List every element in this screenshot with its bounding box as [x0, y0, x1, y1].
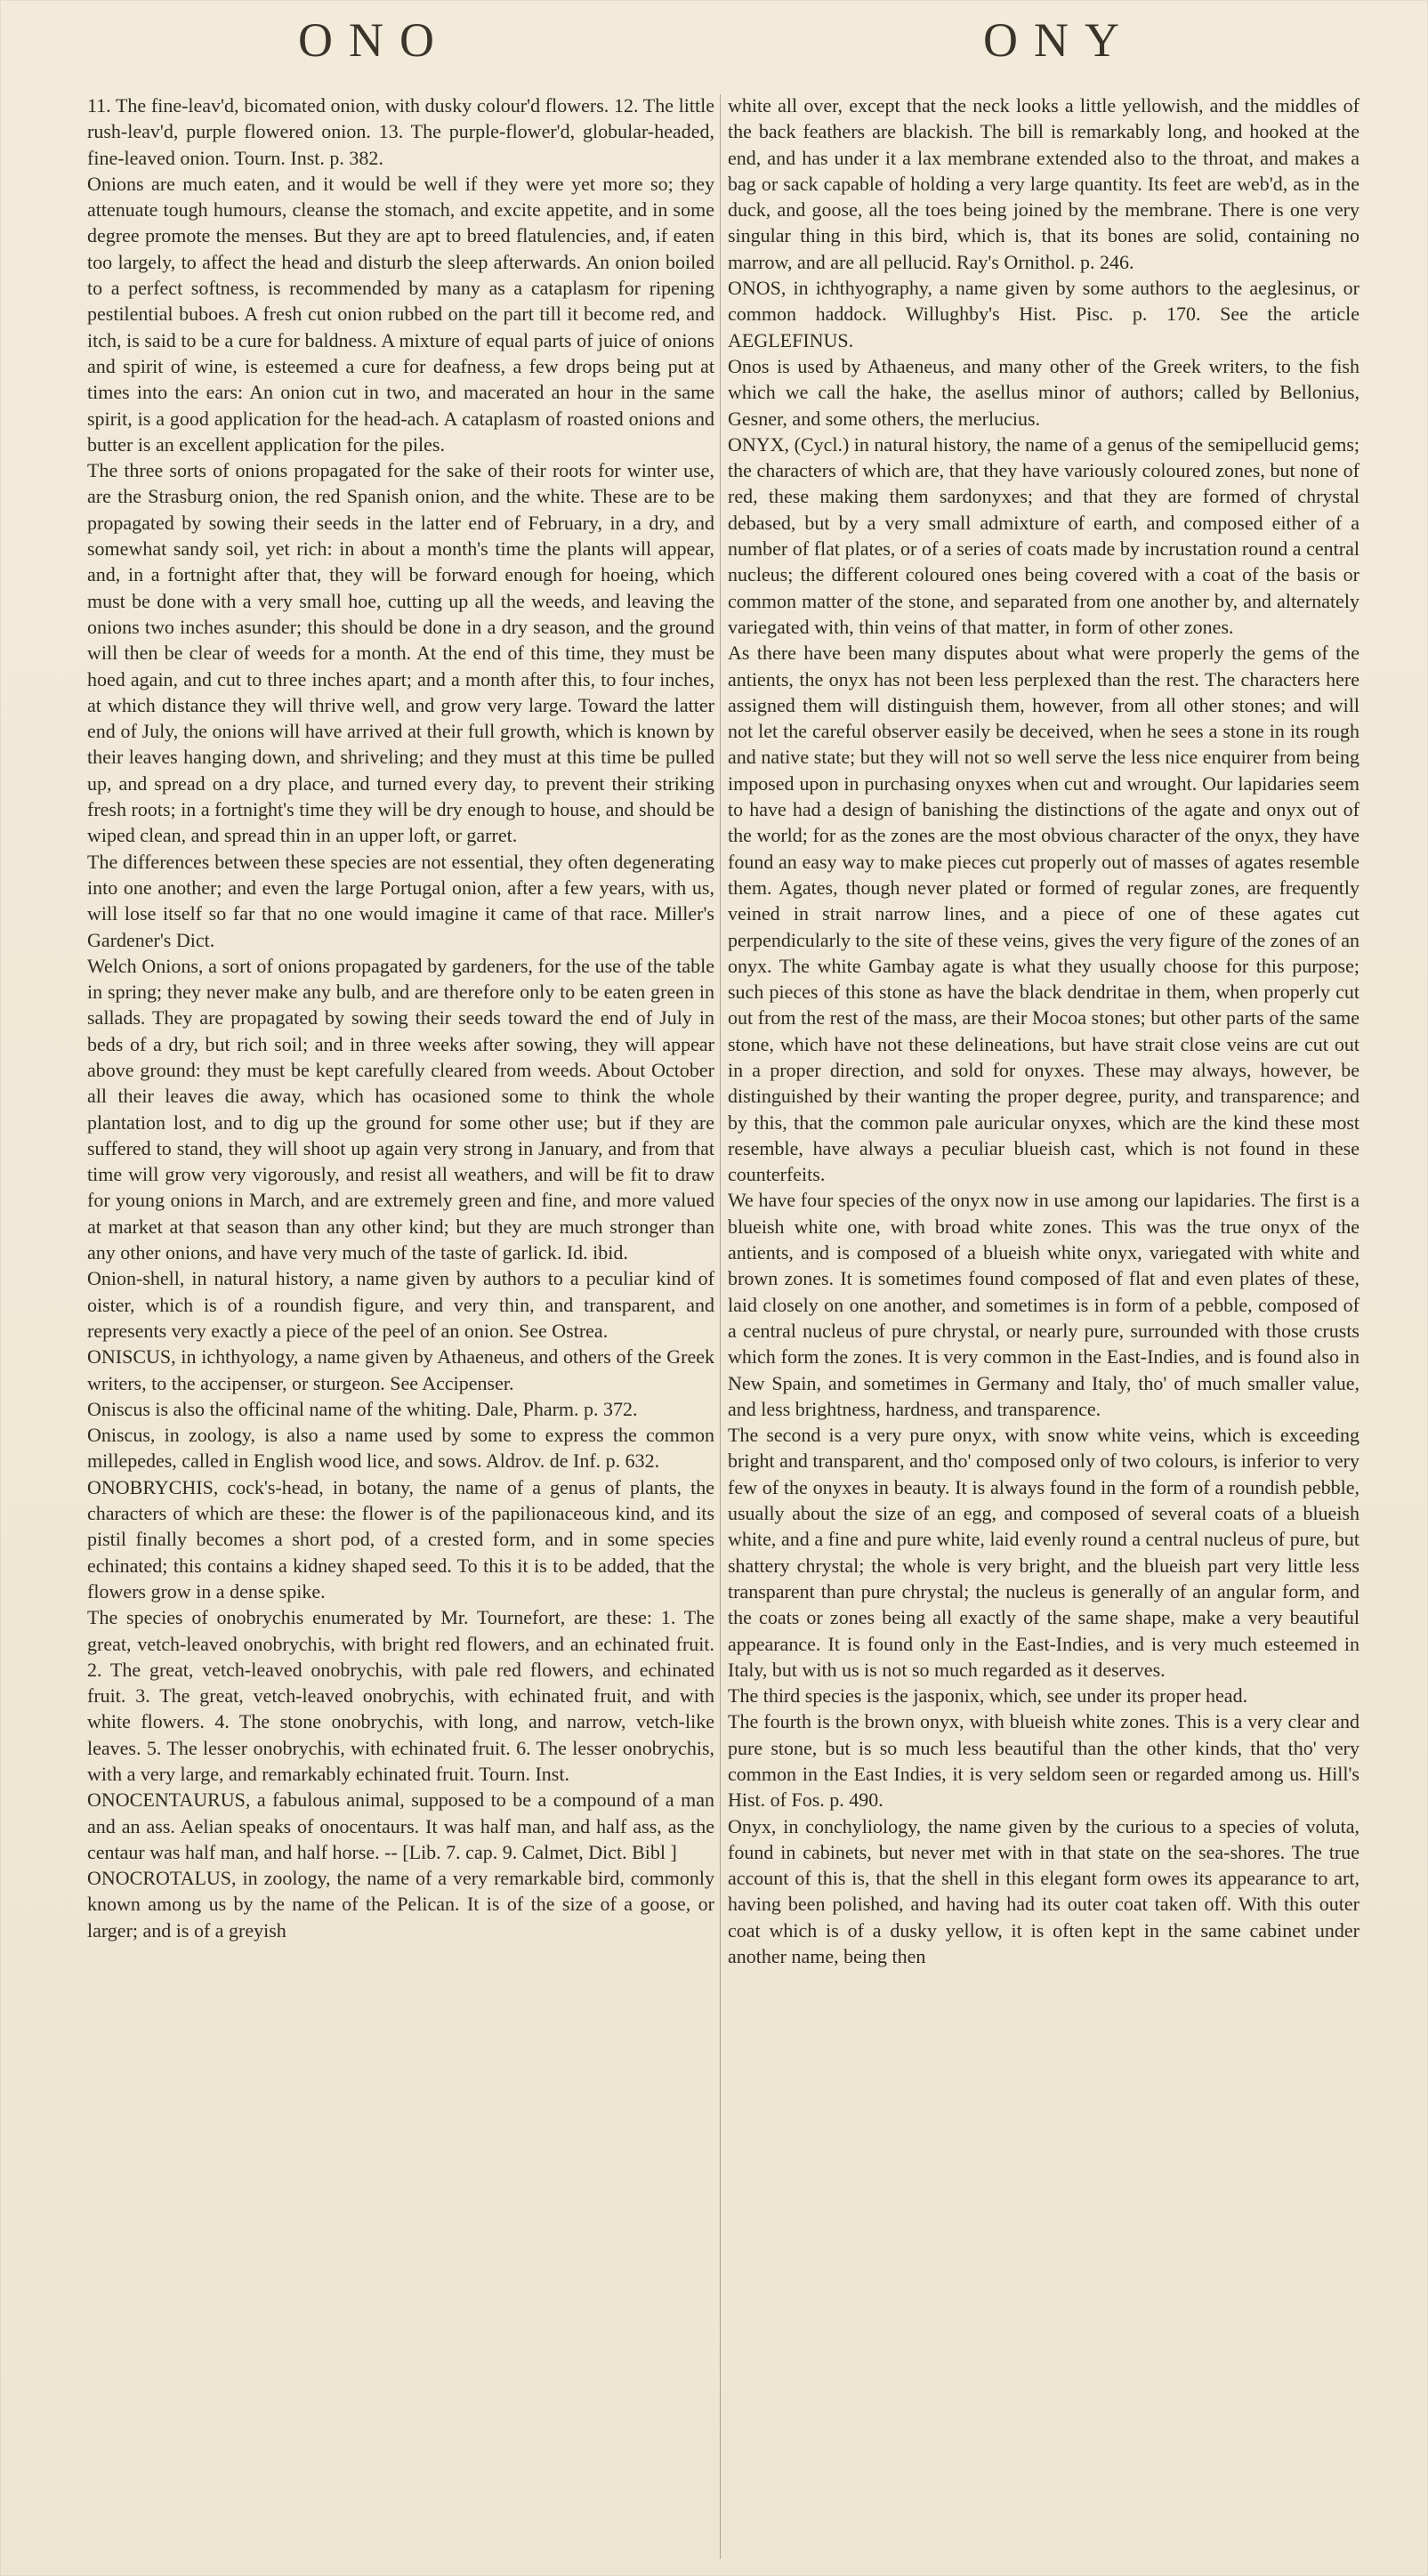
left-entry-1: 11. The fine-leav'd, bicomated onion, with dusky colour'd flowers. 12. The little rush-leav'd, purple flowered onion. 13. The purple-flower'd, globular-headed, fine-leaved onion. Tourn. Inst. p. 382.: [87, 94, 714, 169]
right-entry-4: ONYX, (Cycl.) in natural history, the name of a genus of the semipellucid gems; the characters of which are, that they have variously coloured zones, but none of red, these making them sardonyxes; and that they are formed of chrystal debased, but by a very small admixture of earth, and composed either of a number of flat plates, or of a series of coats made by incrustation round a central nucleus; the different coloured ones being covered with a coat of the basis or common matter of the stone, and separated from one another by, and alternately variegated with, thin veins of that matter, in form of other zones.: [728, 432, 1359, 638]
left-entry-4: The differences between these species are not essential, they often degenerating into one another; and even the large Portugal onion, after a few years, with us, will lose itself so far that no one would imagine it came of that race. Miller's Gardener's Dict.: [87, 850, 714, 951]
left-entry-6: Onion-shell, in natural history, a name given by authors to a peculiar kind of oister, which is of a roundish figure, and very thin, and transparent, and represents very exactly a piece of the peel of an onion. See Ostrea.: [87, 1267, 714, 1342]
left-entry-2: Onions are much eaten, and it would be well if they were yet more so; they attenuate tough humours, cleanse the stomach, and excite appetite, and in some degree promote the menses. But they are apt to breed flatulencies, and, if eaten too largely, to affect the head and disturb the sleep afterwards. An onion boiled to a perfect softness, is recommended by many as a cataplasm for ripening pestilential buboes. A fresh cut onion rubbed on the part till it become red, and itch, is said to be a cure for baldness. A mixture of equal parts of juice of onions and spirit of wine, is esteemed a cure for deafness, a few drops being put at times into the ears: An onion cut in two, and macerated an hour in the same spirit, is a good application for the head-ach. A cataplasm of roasted onions and butter is an excellent application for the piles.: [87, 172, 714, 456]
right-entry-9: The fourth is the brown onyx, with blueish white zones. This is a very clear and pure stone, but is so much less beautiful than the other kinds, that tho' very common in the East Indies, it is very seldom seen or regarded among us. Hill's Hist. of Fos. p. 490.: [728, 1710, 1359, 1812]
running-head-left: ONO: [298, 13, 450, 67]
right-entry-1: white all over, except that the neck looks a little yellowish, and the middles of the back feathers are blackish. The bill is remarkably long, and hooked at the end, and has under it a lax membrane extended also to the throat, and makes a bag or sack capable of holding a very large quantity. Its feet are web'd, as in the duck, and goose, all the toes being joined by the membrane. There is one very singular thing in this bird, which is, that its bones are solid, containing no marrow, and are all pellucid. Ray's Ornithol. p. 246.: [728, 94, 1359, 273]
right-entry-10: Onyx, in conchyliology, the name given by the curious to a species of voluta, found in cabinets, but never met with in that state on the sea-shores. The true account of this is, that the shell in this elegant form owes its appearance to art, having been polished, and having had its outer coat taken off. With this outer coat which is of a dusky yellow, it is often kept in the same cabinet under another name, being then: [728, 1814, 1359, 1968]
left-entry-3: The three sorts of onions propagated for the sake of their roots for winter use, are the Strasburg onion, the red Spanish onion, and the white. These are to be propagated by sowing their seeds in the latter end of February, in a dry, and somewhat sandy soil, yet rich: in about a month's time the plants will appear, and, in a fortnight after that, they will be forward enough for hoeing, which must be done with a very small hoe, cutting up all the weeds, and leaving the onions two inches asunder; this should be done in a dry season, and the ground will then be clear of weeds for a month. At the end of this time, they must be hoed again, and cut to three inches apart; and a month after this, to four inches, at which distance they will thrive well, and grow very large. Toward the latter end of July, the onions will have arrived at their full growth, which is known by their leaves hanging down, and shriveling; and they must at this time be pulled up, and spread on a dry place, and turned every day, to prevent their striking fresh roots; in a fortnight's time they will be dry enough to house, and should be wiped clean, and spread thin in an upper loft, or garret.: [87, 459, 714, 847]
column-divider: [720, 94, 721, 2559]
right-entry-8: The third species is the jasponix, which, see under its proper head.: [728, 1684, 1248, 1708]
running-head-right: ONY: [983, 13, 1135, 67]
right-entry-6: We have four species of the onyx now in use among our lapidaries. The first is a blueish white one, with broad white zones. This was the true onyx of the antients, and is composed of a blueish white onyx, variegated with white and brown zones. It is sometimes found composed of flat and even plates of these, laid closely on one another, and sometimes is in form of a pebble, composed of a central nucleus of pure chrystal, or nearly pure, surrounded with those crusts which form the zones. It is very common in the East-Indies, and is found also in New Spain, and sometimes in Germany and Italy, tho' of much smaller value, and less brightness, hardness, and transparence.: [728, 1189, 1359, 1420]
left-entry-12: ONOCENTAURUS, a fabulous animal, supposed to be a compound of a man and an ass. Aelian speaks of onocentaurs. It was half man, and half ass, as the centaur was half man, and half horse. -- [Lib. 7. cap. 9. Calmet, Dict. Bibl ]: [87, 1789, 714, 1863]
right-column: [728, 93, 1359, 2557]
left-entry-10: ONOBRYCHIS, cock's-head, in botany, the name of a genus of plants, the characters of which are these: the flower is of the papilionaceous kind, and its pistil finally becomes a short pod, of a crested form, and in some species echinated; this contains a kidney shaped seed. To this it is to be added, that the flowers grow in a dense spike.: [87, 1475, 714, 1603]
left-column: [87, 93, 714, 2557]
left-entry-13: ONOCROTALUS, in zoology, the name of a very remarkable bird, commonly known among us by the name of the Pelican. It is of the size of a goose, or larger; and is of a greyish: [87, 1867, 714, 1942]
right-entry-2: ONOS, in ichthyography, a name given by some authors to the aeglesinus, or common haddock. Willughby's Hist. Pisc. p. 170. See the article AEGLEFINUS.: [728, 277, 1359, 351]
left-entry-5: Welch Onions, a sort of onions propagated by gardeners, for the use of the table in spring; they never make any bulb, and are therefore only to be eaten green in sallads. They are propagated by sowing their seeds toward the end of July in beds of a dry, but rich soil; and in three weeks after sowing, they will appear above ground: they must be kept carefully cleared from weeds. About October all their leaves die away, which has ocasioned some to think the whole plantation lost, and to dig up the ground for some other use; but if they are suffered to stand, they will shoot up again very strong in January, and from that time will grow very vigorously, and resist all weathers, and will be fit to draw for young onions in March, and are extremely green and fine, and more valued at market at that season than any other kind; but they are much stronger than any other onions, and have very much of the taste of garlick. Id. ibid.: [87, 954, 714, 1264]
left-entry-7: ONISCUS, in ichthyology, a name given by Athaeneus, and others of the Greek writers, to the accipenser, or sturgeon. See Accipenser.: [87, 1345, 714, 1394]
left-entry-8: Oniscus is also the officinal name of the whiting. Dale, Pharm. p. 372.: [87, 1397, 638, 1420]
right-entry-5: As there have been many disputes about what were properly the gems of the antients, the onyx has not been less perplexed than the rest. The characters here assigned them will distinguish them, however, from all other stones; and will not let the careful observer easily be deceived, when he sees a stone in its rough and native state; but they will not so well serve the less nice enquirer from being imposed upon in purchasing onyxes when cut and wrought. Our lapidaries seem to have had a design of banishing the distinctions of the agate and onyx out of the world; for as the zones are the most obvious character of the onyx, they have found an easy way to make pieces cut properly out of masses of agates resemble them. Agates, though never plated or formed of regular zones, are frequently veined in strait narrow lines, and a piece of one of these agates cut perpendicularly to the site of these veins, gives the very figure of the zones of an onyx. The white Gambay agate is what they usually choose for this purpose; such pieces of this stone as have the black dendritae in them, when properly cut out from the rest of the mass, are their Mocoa stones; but other parts of the same stone, which have not these delineations, but have strait close veins are cut out in a proper direction, and sold for onyxes. These may always, however, be distinguished by their wanting the proper degree, purity, and transparence; and by this, that the common pale auricular onyxes, which are the kind these most resemble, have always a peculiar blueish cast, which is not found in these counterfeits.: [728, 642, 1359, 1186]
right-entry-7: The second is a very pure onyx, with snow white veins, which is exceeding bright and transparent, and tho' composed only of two colours, is inferior to very few of the onyxes in beauty. It is always found in the form of a roundish pebble, usually about the size of an egg, and composed of several coats of a blueish white, and a fine and pure white, laid evenly round a central nucleus of pure, but shattery chrystal; the whole is very bright, and the blueish part very little less transparent than pure chrystal; the nucleus is generally of an angular form, and the coats or zones being all exactly of the same shape, make a very beautiful appearance. It is found only in the East-Indies, and is very much esteemed in Italy, but with us is not so much regarded as it deserves.: [728, 1424, 1359, 1681]
left-entry-11: The species of onobrychis enumerated by Mr. Tournefort, are these: 1. The great, vetch-leaved onobrychis, with bright red flowers, and an echinated fruit. 2. The great, vetch-leaved onobrychis, with pale red flowers, and echinated fruit. 3. The great, vetch-leaved onobrychis, with echinated fruit, and with white flowers. 4. The stone onobrychis, with long, and narrow, vetch-like leaves. 5. The lesser onobrychis, with echinated fruit. 6. The lesser onobrychis, with a very large, and remarkably echinated fruit. Tourn. Inst.: [87, 1606, 714, 1785]
left-entry-9: Oniscus, in zoology, is also a name used by some to express the common millepedes, called in English wood lice, and sows. Aldrov. de Inf. p. 632.: [87, 1424, 714, 1473]
right-entry-3: Onos is used by Athaeneus, and many other of the Greek writers, to the fish which we call the hake, the asellus minor of authors; called by Bellonius, Gesner, and some others, the merlucius.: [728, 354, 1359, 430]
